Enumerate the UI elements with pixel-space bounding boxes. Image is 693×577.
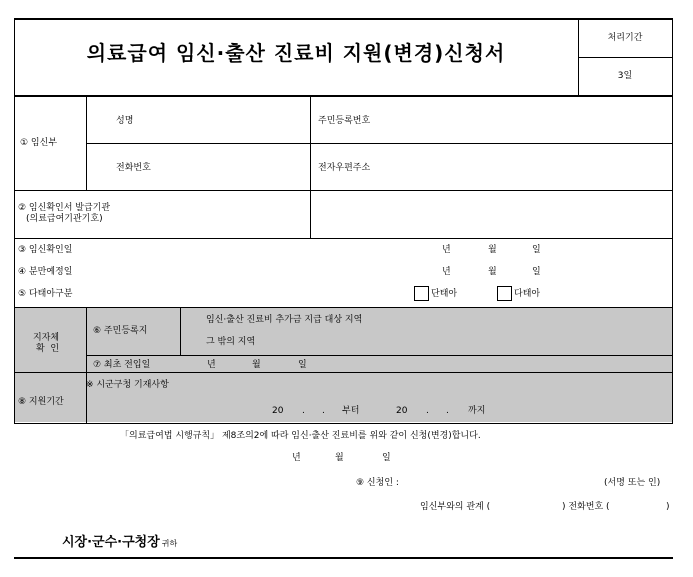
due-day: 일 xyxy=(532,267,541,277)
localgov-inner-divider xyxy=(180,307,181,355)
single-label: 단태아 xyxy=(431,289,458,299)
multiple-type-label: ⑤ 다태아구분 xyxy=(18,289,73,299)
period-to-dot1: . xyxy=(426,406,429,416)
to-label: 까지 xyxy=(468,406,486,416)
confirm-month: 월 xyxy=(488,245,497,255)
support-note: ※ 시군구청 기재사항 xyxy=(86,380,169,390)
multiple-checkbox[interactable] xyxy=(497,286,512,301)
move-in-label: ⑦ 최초 전입일 xyxy=(93,360,151,370)
sign-label: (서명 또는 인) xyxy=(604,478,661,488)
move-in-month: 월 xyxy=(252,360,261,370)
right-border xyxy=(672,18,673,424)
multiple-label: 다태아 xyxy=(514,289,541,299)
title-bottom-line xyxy=(14,95,673,97)
sec5-bottom-line xyxy=(14,307,673,308)
applicant-phone-label: ) 전화번호 ( xyxy=(562,502,610,512)
sec1-row-line xyxy=(86,143,672,144)
recipient-honorific: 귀하 xyxy=(161,539,178,548)
due-date-label: ④ 분만예정일 xyxy=(18,267,73,277)
application-month: 월 xyxy=(335,453,344,463)
move-in-year: 년 xyxy=(207,360,216,370)
move-in-day: 일 xyxy=(298,360,307,370)
form-bottom-line xyxy=(14,557,673,559)
processing-period-value: 3일 xyxy=(617,71,633,81)
from-label: 부터 xyxy=(342,406,360,416)
address-label: ⑥ 주민등록지 xyxy=(93,326,148,336)
name-label: 성명 xyxy=(116,116,134,126)
period-from-dot1: . xyxy=(302,406,305,416)
sec2-bottom-line xyxy=(14,238,673,239)
area-other-label: 그 밖의 지역 xyxy=(206,337,256,347)
period-to-dot2: . xyxy=(446,406,449,416)
sec1-bottom-line xyxy=(14,190,673,191)
localgov-row-line xyxy=(86,355,672,356)
sec2-divider xyxy=(310,190,311,238)
application-year: 년 xyxy=(292,453,301,463)
relation-label: 임신부와의 관계 ( xyxy=(420,502,491,512)
application-statement: 「의료급여법 시행규칙」 제8조의2에 따라 임신·출산 진료비를 위와 같이 신청(변경)합니다. xyxy=(120,431,481,441)
due-month: 월 xyxy=(488,267,497,277)
period-from-year: 20 xyxy=(272,406,284,416)
localgov-bottom-line xyxy=(14,372,673,373)
form-title: 의료급여 임신·출산 진료비 지원(변경)신청서 xyxy=(86,41,506,65)
confirm-date-label: ③ 임신확인일 xyxy=(18,245,73,255)
processing-divider xyxy=(578,57,672,58)
single-checkbox[interactable] xyxy=(414,286,429,301)
support-bottom-line xyxy=(14,423,673,424)
confirm-year: 년 xyxy=(442,245,451,255)
period-from-dot2: . xyxy=(322,406,325,416)
applicant-phone-close: ) xyxy=(666,502,670,512)
pregnant-section-label: ① 임신부 xyxy=(20,138,58,148)
due-year: 년 xyxy=(442,267,451,277)
area-extra-label: 임신·출산 진료비 추가금 지급 대상 지역 xyxy=(206,315,363,325)
localgov-label-line2: 확 인 xyxy=(36,344,60,354)
localgov-label-divider xyxy=(86,307,87,424)
issuer-label-line1: ② 임신확인서 발급기관 xyxy=(18,203,111,213)
recipient-title: 시장·군수·구청장 xyxy=(62,535,160,550)
top-border xyxy=(14,18,673,20)
application-day: 일 xyxy=(382,453,391,463)
rrn-label: 주민등록번호 xyxy=(318,116,371,126)
localgov-label-line1: 지자체 xyxy=(33,333,60,343)
phone-label: 전화번호 xyxy=(116,163,151,173)
period-to-year: 20 xyxy=(396,406,408,416)
email-label: 전자우편주소 xyxy=(318,163,371,173)
support-period-label: ⑧ 지원기간 xyxy=(18,397,64,407)
confirm-day: 일 xyxy=(532,245,541,255)
issuer-label-line2: (의료급여기관기호) xyxy=(26,214,103,224)
recipient-line xyxy=(62,531,177,550)
left-border xyxy=(14,18,15,424)
applicant-label: ⑨ 신청인 : xyxy=(356,478,399,488)
processing-period-label: 처리기간 xyxy=(607,33,643,43)
